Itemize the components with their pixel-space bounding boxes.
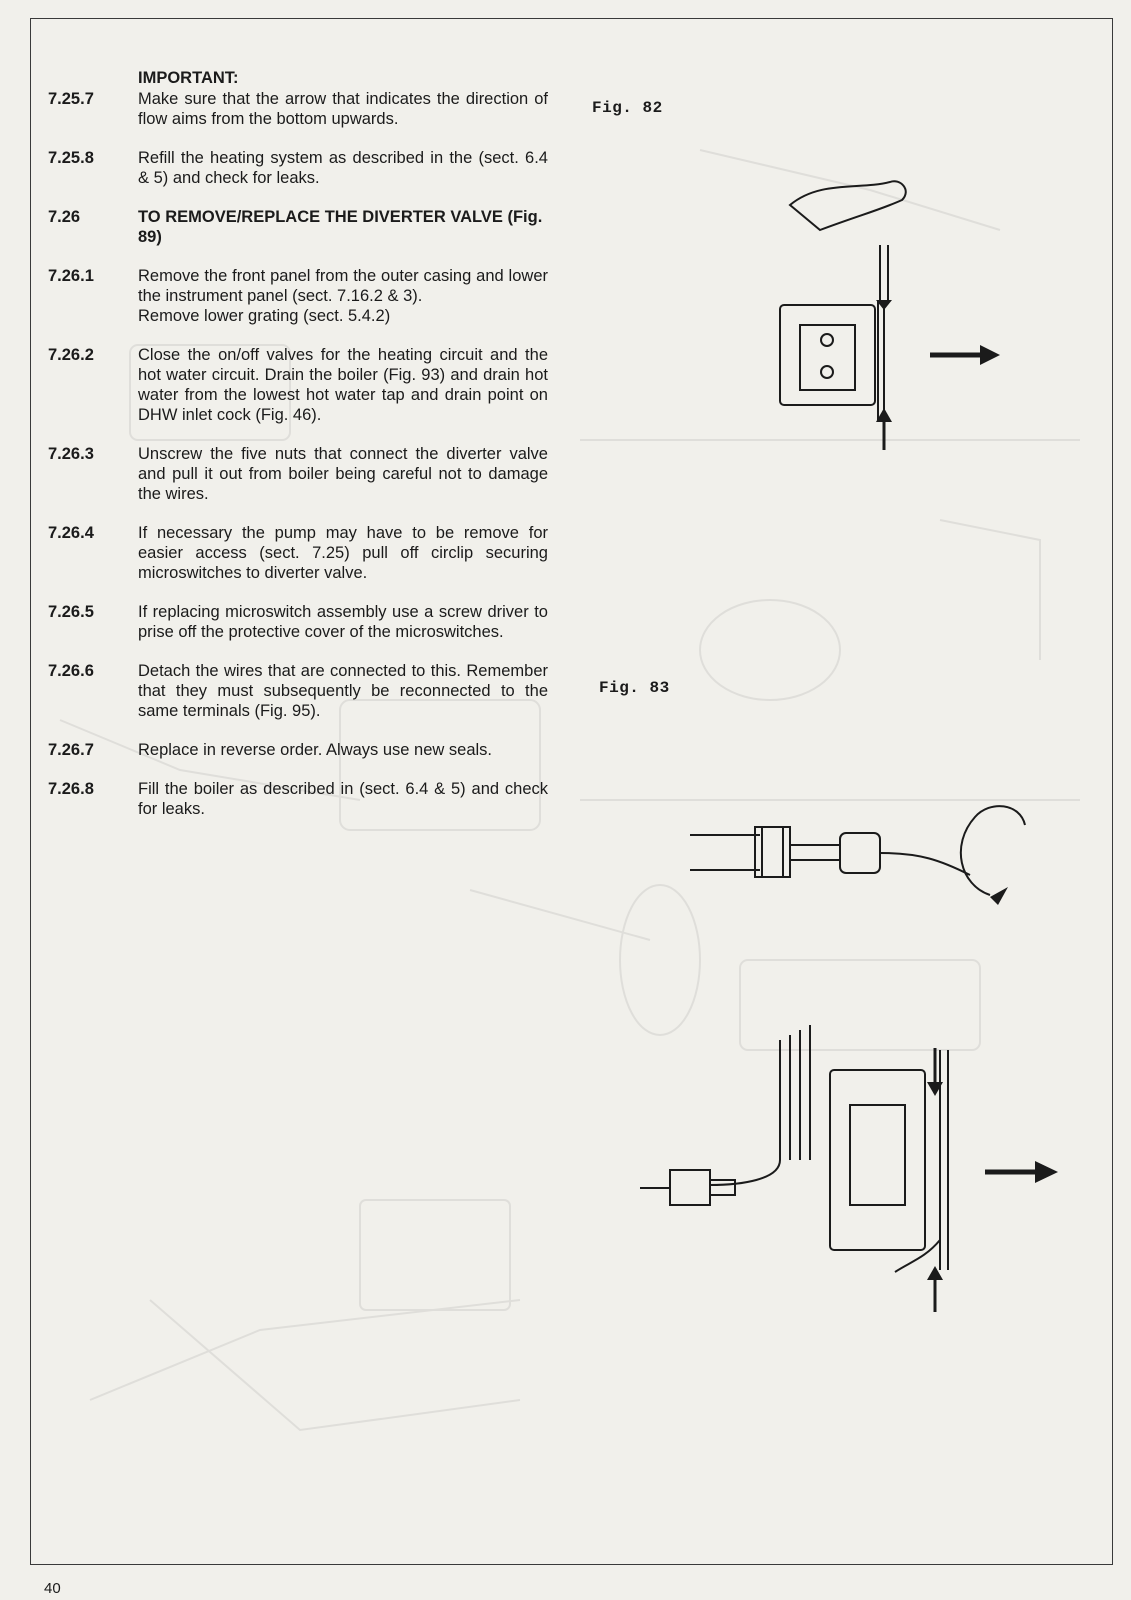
probe-wire — [880, 853, 970, 875]
figure-82-label: Fig. 82 — [592, 99, 663, 117]
step-text: Refill the heating system as described in the (sect. 6.4 & 5) and check for leaks. — [138, 149, 548, 187]
rotation-arrow-head — [990, 887, 1008, 905]
step-7-26-1 — [48, 266, 548, 326]
step-7-26-3 — [48, 444, 548, 504]
probe-stem — [790, 845, 840, 860]
step-text — [138, 266, 548, 326]
step-number: 7.25.8 — [48, 149, 94, 167]
step-7-26-2 — [48, 345, 548, 425]
cable-bundle — [780, 1025, 810, 1160]
section-heading-7-26 — [48, 207, 548, 247]
step-text: Fill the boiler as described in (sect. 6.4 & 5) and check for leaks. — [138, 780, 548, 818]
section-title: TO REMOVE/REPLACE THE DIVERTER VALVE (Fig. 89) — [138, 208, 543, 246]
step-number: 7.26.1 — [48, 267, 94, 285]
step-text: Replace in reverse order. Always use new seals. — [138, 741, 493, 759]
step-number: 7.25.7 — [48, 90, 94, 108]
important-label: IMPORTANT: — [138, 69, 239, 87]
step-7-25-7 — [48, 89, 548, 129]
rotation-arrow-arc — [961, 806, 1025, 895]
pipe — [690, 835, 760, 870]
step-7-26-6 — [48, 661, 548, 721]
step-number: 7.26.2 — [48, 346, 94, 364]
step-number: 7.26.7 — [48, 741, 94, 759]
step-text: If necessary the pump may have to be remove for easier access (sect. 7.25) pull off circlip securing microswitches to diverter valve. — [138, 524, 548, 582]
step-7-26-5 — [48, 602, 548, 642]
probe-head — [840, 833, 880, 873]
step-7-26-7 — [48, 740, 548, 760]
step-number: 7.26.8 — [48, 780, 94, 798]
step-7-26-8 — [48, 779, 548, 819]
page-number: 40 — [44, 1580, 61, 1597]
step-text: Close the on/off valves for the heating circuit and the hot water circuit. Drain the boiler (Fig. 93) and drain hot water from the lowest hot water tap and drain point on DHW inlet cock (Fig. 46). — [138, 346, 548, 424]
step-7-26-4 — [48, 523, 548, 583]
step-line: Remove the front panel from the outer casing and lower the instrument panel (sect. 7.16.2 & 3). — [138, 267, 548, 305]
figure-83-label: Fig. 83 — [599, 679, 670, 697]
figure-83-diverter-valve-diagram — [640, 1010, 1070, 1320]
connector-fitting — [670, 1170, 710, 1205]
valve-body — [830, 1070, 925, 1250]
finger-outline — [790, 181, 906, 230]
step-7-25-8 — [48, 148, 548, 188]
step-text: Unscrew the five nuts that connect the diverter valve and pull it out from boiler being careful not to damage the wires. — [138, 445, 548, 503]
step-number: 7.26.5 — [48, 603, 94, 621]
hex-nut — [755, 827, 790, 877]
step-number: 7.26.4 — [48, 524, 94, 542]
arrow-right-head — [1035, 1161, 1058, 1183]
instructions-column — [48, 68, 548, 838]
step-number: 7.26.6 — [48, 662, 94, 680]
step-text: If replacing microswitch assembly use a screw driver to prise off the protective cover of the microswitches. — [138, 603, 548, 641]
step-line: Remove lower grating (sect. 5.4.2) — [138, 307, 391, 325]
figure-82-microswitch-diagram — [780, 160, 1040, 460]
step-text: Detach the wires that are connected to this. Remember that they must subsequently be reconnected to the same terminals (Fig. 95). — [138, 662, 548, 720]
step-text: Make sure that the arrow that indicates the direction of flow aims from the bottom upwards. — [138, 90, 548, 128]
important-note — [48, 68, 548, 88]
step-number: 7.26.3 — [48, 445, 94, 463]
arrow-right-head — [980, 345, 1000, 365]
section-number: 7.26 — [48, 208, 81, 226]
figure-83-fitting-diagram — [690, 805, 1070, 935]
